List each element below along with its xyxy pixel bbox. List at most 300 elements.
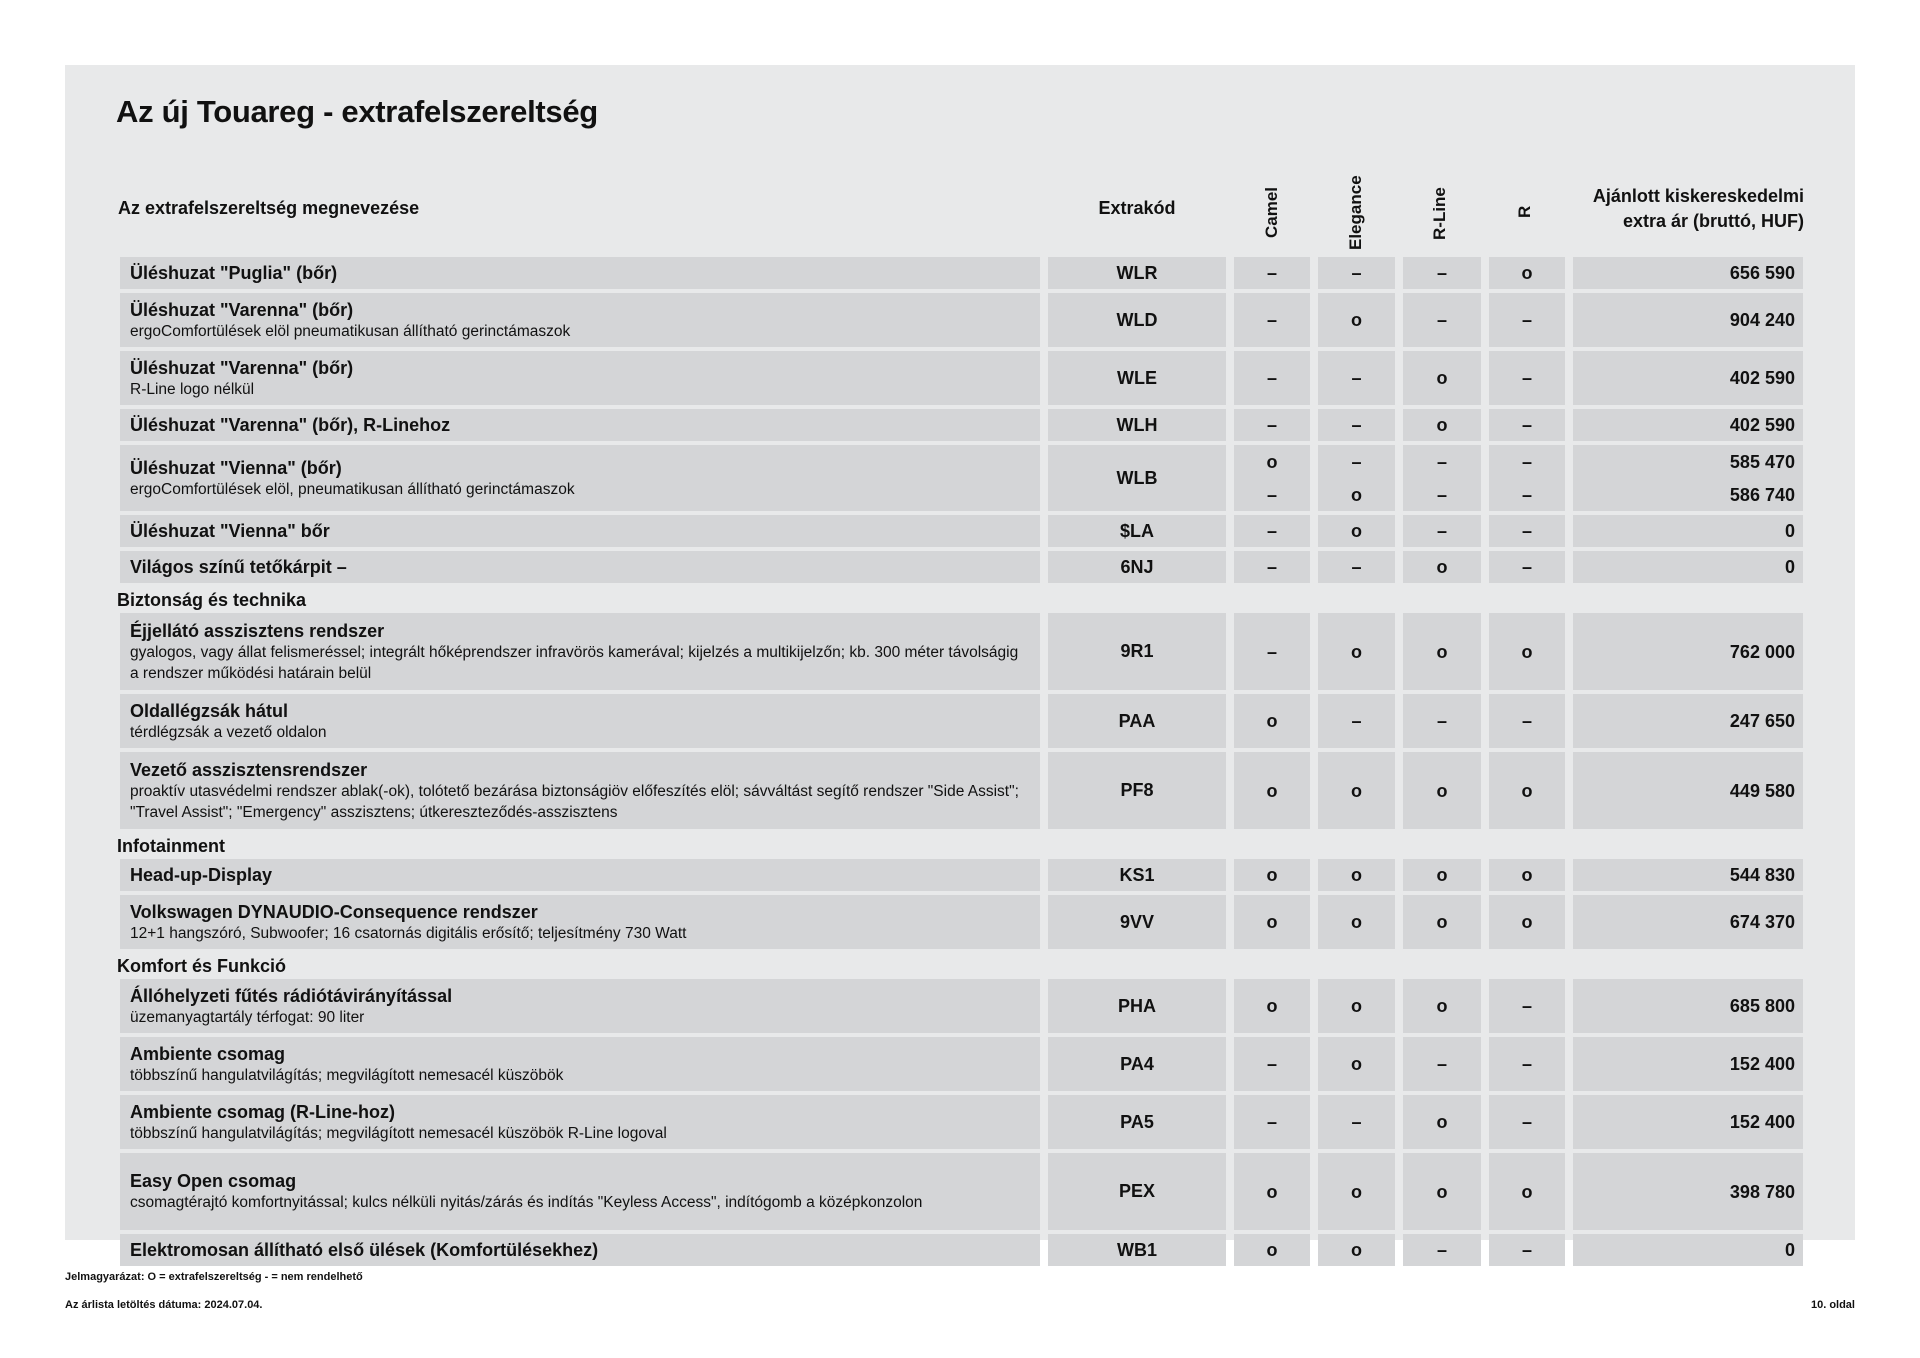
availability-list xyxy=(1351,551,1361,583)
availability-list xyxy=(1351,859,1362,891)
option-description: üzemanyagtartály térfogat: 90 liter xyxy=(130,1008,365,1026)
option-description: többszínű hangulatvilágítás; megvilágított nemesacél küszöbök xyxy=(130,1066,564,1084)
price-cell xyxy=(1573,445,1803,511)
availability-mark: – xyxy=(1521,415,1532,435)
availability-rline xyxy=(1403,445,1481,511)
option-code-cell xyxy=(1048,1037,1226,1091)
availability-camel xyxy=(1234,409,1310,441)
price-value: 904 240 xyxy=(1729,310,1795,330)
availability-r xyxy=(1489,1095,1565,1149)
option-name-cell xyxy=(120,351,1040,405)
availability-mark: – xyxy=(1436,263,1447,283)
availability-r xyxy=(1489,613,1565,690)
availability-mark: – xyxy=(1436,484,1447,505)
section-heading: Komfort és Funkció xyxy=(117,956,287,976)
price-value: 586 740 xyxy=(1729,484,1795,505)
price-cell xyxy=(1573,515,1803,547)
availability-list xyxy=(1267,859,1278,891)
availability-mark: – xyxy=(1266,368,1277,388)
availability-list xyxy=(1437,515,1447,547)
availability-mark: o xyxy=(1351,865,1362,885)
availability-rline xyxy=(1403,257,1481,289)
price-cell xyxy=(1573,293,1803,347)
availability-list xyxy=(1267,694,1278,748)
availability-elegance xyxy=(1318,257,1395,289)
availability-mark: o xyxy=(1266,451,1278,472)
availability-rline xyxy=(1403,1037,1481,1091)
header-code: Extrakód xyxy=(1098,198,1176,218)
availability-list xyxy=(1437,1234,1447,1266)
option-name-cell xyxy=(120,895,1040,949)
availability-list xyxy=(1522,1234,1532,1266)
availability-r xyxy=(1489,1037,1565,1091)
availability-elegance xyxy=(1318,551,1395,583)
price-value: 449 580 xyxy=(1729,780,1795,801)
availability-mark: – xyxy=(1521,310,1532,330)
availability-mark: o xyxy=(1351,1240,1362,1260)
availability-list xyxy=(1267,895,1278,949)
availability-list xyxy=(1522,293,1532,347)
option-name-cell xyxy=(120,1037,1040,1091)
availability-mark: – xyxy=(1351,451,1362,472)
availability-r xyxy=(1489,895,1565,949)
price-value: 402 590 xyxy=(1729,415,1795,435)
availability-r xyxy=(1489,694,1565,748)
options-table xyxy=(117,257,1803,1266)
option-name-cell xyxy=(120,293,1040,347)
option-name: Üléshuzat "Vienna" (bőr) xyxy=(130,457,342,478)
availability-r xyxy=(1489,1153,1565,1230)
header-price xyxy=(1593,184,1804,234)
option-name: Üléshuzat "Varenna" (bőr), R-Linehoz xyxy=(130,415,451,435)
availability-mark: o xyxy=(1266,711,1278,731)
option-code: WLB xyxy=(1116,467,1158,488)
availability-rline xyxy=(1403,351,1481,405)
option-name: Vezető asszisztensrendszer xyxy=(130,759,368,780)
availability-list xyxy=(1437,293,1447,347)
availability-r xyxy=(1489,859,1565,891)
option-name-cell xyxy=(120,409,1040,441)
price-cell xyxy=(1573,979,1803,1033)
availability-list xyxy=(1351,694,1361,748)
availability-rline xyxy=(1403,752,1481,829)
availability-r xyxy=(1489,351,1565,405)
availability-r xyxy=(1489,409,1565,441)
availability-mark: o xyxy=(1521,865,1533,885)
price-list xyxy=(1785,515,1795,547)
availability-r xyxy=(1489,1234,1565,1266)
availability-rline xyxy=(1403,613,1481,690)
section-heading: Infotainment xyxy=(117,836,225,856)
price-value: 0 xyxy=(1784,521,1795,541)
availability-list xyxy=(1522,351,1532,405)
availability-list xyxy=(1437,1037,1447,1091)
availability-list xyxy=(1267,445,1278,511)
availability-camel xyxy=(1234,257,1310,289)
availability-elegance xyxy=(1318,1153,1395,1230)
availability-r xyxy=(1489,293,1565,347)
availability-mark: o xyxy=(1351,1181,1362,1202)
price-cell xyxy=(1573,1234,1803,1266)
option-name-cell xyxy=(120,752,1040,829)
availability-mark: – xyxy=(1436,451,1447,472)
availability-elegance xyxy=(1318,409,1395,441)
option-name: Ambiente csomag xyxy=(130,1043,286,1064)
availability-mark: o xyxy=(1521,780,1533,801)
table-row xyxy=(120,613,1803,690)
price-cell xyxy=(1573,409,1803,441)
availability-mark: – xyxy=(1521,1240,1532,1260)
availability-list xyxy=(1522,694,1532,748)
price-cell xyxy=(1573,1037,1803,1091)
price-list xyxy=(1730,752,1795,829)
availability-mark: o xyxy=(1521,1181,1533,1202)
price-value: 0 xyxy=(1784,557,1795,577)
availability-elegance xyxy=(1318,859,1395,891)
availability-list xyxy=(1437,1153,1448,1230)
availability-mark: o xyxy=(1436,780,1448,801)
option-description: többszínű hangulatvilágítás; megvilágított nemesacél küszöbök R-Line logoval xyxy=(130,1124,667,1142)
price-list xyxy=(1730,694,1795,748)
option-description: csomagtérajtó komfortnyitással; kulcs nélküli nyitás/zárás és indítás "Keyless Access", indítógomb a középkonzolon xyxy=(130,1194,923,1211)
option-name-cell xyxy=(120,551,1040,583)
availability-camel xyxy=(1234,293,1310,347)
price-cell xyxy=(1573,1153,1803,1230)
price-value: 544 830 xyxy=(1729,865,1795,885)
availability-list xyxy=(1522,1153,1533,1230)
price-value: 398 780 xyxy=(1729,1181,1795,1202)
option-name-cell xyxy=(120,859,1040,891)
price-value: 152 400 xyxy=(1729,1054,1795,1074)
price-value: 402 590 xyxy=(1729,368,1795,388)
option-code-cell xyxy=(1048,1234,1226,1266)
availability-camel xyxy=(1234,445,1310,511)
availability-elegance xyxy=(1318,613,1395,690)
availability-mark: – xyxy=(1436,1240,1447,1260)
availability-mark: – xyxy=(1351,415,1362,435)
availability-list xyxy=(1437,445,1447,511)
price-list xyxy=(1785,1234,1795,1266)
option-name-cell xyxy=(120,613,1040,690)
availability-mark: – xyxy=(1351,368,1362,388)
option-code: 9VV xyxy=(1119,911,1155,932)
price-list xyxy=(1730,409,1795,441)
availability-list xyxy=(1267,293,1277,347)
availability-mark: – xyxy=(1351,557,1362,577)
availability-elegance xyxy=(1318,351,1395,405)
option-code: 6NJ xyxy=(1120,556,1154,577)
option-name: Oldallégzsák hátul xyxy=(130,700,289,721)
table-row xyxy=(120,694,1803,748)
option-code-cell xyxy=(1048,694,1226,748)
availability-elegance xyxy=(1318,979,1395,1033)
page-number: 10. oldal xyxy=(1810,1299,1855,1311)
option-code: PAA xyxy=(1118,710,1156,731)
availability-list xyxy=(1351,409,1361,441)
table-row xyxy=(120,979,1803,1033)
option-name-cell xyxy=(120,694,1040,748)
availability-mark: – xyxy=(1266,310,1277,330)
option-code-cell xyxy=(1048,613,1226,690)
table-row xyxy=(120,257,1803,289)
availability-list xyxy=(1522,752,1533,829)
availability-list xyxy=(1351,445,1362,511)
availability-elegance xyxy=(1318,895,1395,949)
table-row xyxy=(120,551,1803,583)
availability-list xyxy=(1351,613,1362,690)
availability-list xyxy=(1267,1037,1277,1091)
price-list xyxy=(1730,1153,1795,1230)
price-cell xyxy=(1573,859,1803,891)
price-value: 152 400 xyxy=(1729,1112,1795,1132)
availability-list xyxy=(1437,351,1448,405)
availability-mark: o xyxy=(1436,912,1448,932)
availability-list xyxy=(1522,257,1533,289)
availability-list xyxy=(1351,1234,1362,1266)
option-name-cell xyxy=(120,515,1040,547)
price-cell xyxy=(1573,613,1803,690)
availability-r xyxy=(1489,257,1565,289)
availability-list xyxy=(1351,752,1362,829)
availability-camel xyxy=(1234,1234,1310,1266)
option-name-cell xyxy=(120,257,1040,289)
availability-camel xyxy=(1234,979,1310,1033)
option-name: Üléshuzat "Varenna" (bőr) xyxy=(130,357,354,378)
availability-mark: o xyxy=(1351,641,1362,662)
price-cell xyxy=(1573,551,1803,583)
availability-mark: – xyxy=(1521,1054,1532,1074)
table-row xyxy=(120,515,1803,547)
option-name: Ambiente csomag (R-Line-hoz) xyxy=(130,1101,396,1122)
option-name: Üléshuzat "Vienna" bőr xyxy=(130,521,330,541)
availability-list xyxy=(1351,1153,1362,1230)
table-row xyxy=(120,1234,1803,1266)
availability-list xyxy=(1351,895,1362,949)
availability-elegance xyxy=(1318,515,1395,547)
price-list xyxy=(1730,257,1795,289)
availability-mark: o xyxy=(1266,996,1278,1016)
availability-list xyxy=(1267,1095,1277,1149)
availability-list xyxy=(1351,979,1362,1033)
option-code: WLH xyxy=(1116,414,1158,435)
option-code-cell xyxy=(1048,257,1226,289)
price-cell xyxy=(1573,694,1803,748)
availability-camel xyxy=(1234,351,1310,405)
availability-elegance xyxy=(1318,752,1395,829)
availability-rline xyxy=(1403,694,1481,748)
option-description: R-Line logo nélkül xyxy=(130,380,255,398)
availability-r xyxy=(1489,445,1565,511)
availability-rline xyxy=(1403,1234,1481,1266)
availability-r xyxy=(1489,515,1565,547)
option-code: WLR xyxy=(1116,262,1158,283)
table-row xyxy=(120,752,1803,829)
availability-mark: – xyxy=(1266,484,1277,505)
availability-mark: – xyxy=(1266,263,1277,283)
availability-list xyxy=(1267,409,1277,441)
availability-list xyxy=(1267,351,1277,405)
price-value: 656 590 xyxy=(1729,263,1795,283)
option-description: térdlégzsák a vezető oldalon xyxy=(130,723,327,741)
option-code: WLD xyxy=(1116,309,1158,330)
availability-mark: – xyxy=(1351,711,1362,731)
availability-mark: o xyxy=(1266,912,1278,932)
option-name: Üléshuzat "Puglia" (bőr) xyxy=(130,263,338,283)
availability-mark: o xyxy=(1521,263,1533,283)
price-value: 585 470 xyxy=(1729,451,1795,472)
option-description: gyalogos, vagy állat felismeréssel; integrált hőképrendszer infravörös kamerával; kijelzés a multikijelzőn; kb. 300 méter távolságig a rendszer működési határain belül xyxy=(130,643,1019,682)
availability-list xyxy=(1522,1037,1532,1091)
availability-elegance xyxy=(1318,445,1395,511)
table-row xyxy=(120,351,1803,405)
availability-camel xyxy=(1234,859,1310,891)
availability-list xyxy=(1437,859,1448,891)
price-cell xyxy=(1573,351,1803,405)
availability-list xyxy=(1522,409,1532,441)
header-price-line1: Ajánlott kiskereskedelmi xyxy=(1592,186,1804,206)
availability-list xyxy=(1522,515,1532,547)
price-value: 762 000 xyxy=(1729,641,1795,662)
availability-list xyxy=(1437,409,1448,441)
availability-mark: – xyxy=(1521,557,1532,577)
availability-mark: – xyxy=(1436,310,1447,330)
availability-rline xyxy=(1403,895,1481,949)
availability-rline xyxy=(1403,515,1481,547)
price-list xyxy=(1730,351,1795,405)
table-row xyxy=(120,859,1803,891)
availability-rline xyxy=(1403,1095,1481,1149)
table-row xyxy=(120,1153,1803,1230)
availability-list xyxy=(1437,551,1448,583)
legend: Jelmagyarázat: O = extrafelszereltség - = nem rendelhető xyxy=(65,1271,363,1283)
availability-list xyxy=(1267,551,1277,583)
option-code: PEX xyxy=(1118,1181,1156,1201)
availability-mark: o xyxy=(1266,1240,1278,1260)
option-name-cell xyxy=(120,1234,1040,1266)
price-value: 674 370 xyxy=(1729,912,1795,932)
availability-list xyxy=(1437,694,1447,748)
availability-camel xyxy=(1234,1037,1310,1091)
price-list xyxy=(1730,859,1795,891)
availability-list xyxy=(1267,1234,1278,1266)
price-list xyxy=(1730,293,1795,347)
availability-rline xyxy=(1403,979,1481,1033)
price-value: 685 800 xyxy=(1729,996,1795,1016)
availability-mark: – xyxy=(1521,1112,1532,1132)
option-description: ergoComfortülések elöl, pneumatikusan állítható gerinctámaszok xyxy=(130,480,575,498)
option-name-cell xyxy=(120,1095,1040,1149)
option-description: 12+1 hangszóró, Subwoofer; 16 csatornás digitális erősítő; teljesítmény 730 Watt xyxy=(130,924,687,942)
option-code-cell xyxy=(1048,752,1226,829)
availability-list xyxy=(1351,293,1362,347)
availability-mark: o xyxy=(1351,484,1362,505)
availability-mark: – xyxy=(1521,711,1532,731)
availability-elegance xyxy=(1318,1234,1395,1266)
table-row xyxy=(120,409,1803,441)
option-name-cell xyxy=(120,1153,1040,1230)
availability-mark: o xyxy=(1436,1112,1448,1132)
option-code: $LA xyxy=(1119,520,1154,541)
option-name: Head-up-Display xyxy=(130,865,273,885)
availability-mark: – xyxy=(1436,711,1447,731)
page-title: Az új Touareg - extrafelszereltség xyxy=(116,94,598,129)
table-row xyxy=(120,1095,1803,1149)
availability-list xyxy=(1522,551,1532,583)
option-name: Világos színű tetőkárpit – xyxy=(130,557,347,577)
availability-mark: – xyxy=(1521,368,1532,388)
availability-list xyxy=(1522,979,1532,1033)
availability-list xyxy=(1437,752,1448,829)
availability-r xyxy=(1489,752,1565,829)
availability-mark: – xyxy=(1266,521,1277,541)
option-code: PA5 xyxy=(1120,1111,1154,1132)
availability-mark: – xyxy=(1436,521,1447,541)
header-trim-rline: R-Line xyxy=(1430,187,1449,240)
availability-list xyxy=(1522,613,1533,690)
table-row xyxy=(120,293,1803,347)
option-code-cell xyxy=(1048,293,1226,347)
option-code-cell xyxy=(1048,1095,1226,1149)
availability-mark: – xyxy=(1521,484,1532,505)
option-code: 9R1 xyxy=(1120,641,1154,661)
availability-list xyxy=(1267,515,1277,547)
availability-list xyxy=(1437,1095,1448,1149)
availability-mark: o xyxy=(1351,780,1362,801)
availability-list xyxy=(1267,979,1278,1033)
price-cell xyxy=(1573,895,1803,949)
availability-mark: o xyxy=(1351,310,1362,330)
availability-mark: – xyxy=(1266,557,1277,577)
option-code-cell xyxy=(1048,445,1226,511)
availability-list xyxy=(1351,257,1361,289)
availability-list xyxy=(1267,257,1277,289)
availability-list xyxy=(1522,1095,1532,1149)
availability-list xyxy=(1267,752,1278,829)
availability-camel xyxy=(1234,694,1310,748)
availability-mark: o xyxy=(1436,641,1448,662)
availability-list xyxy=(1437,613,1448,690)
availability-list xyxy=(1267,613,1277,690)
price-list xyxy=(1730,445,1795,511)
availability-mark: o xyxy=(1266,780,1278,801)
availability-list xyxy=(1351,1095,1361,1149)
price-list xyxy=(1730,895,1795,949)
availability-mark: o xyxy=(1521,912,1533,932)
availability-elegance xyxy=(1318,694,1395,748)
option-name-cell xyxy=(120,979,1040,1033)
option-code-cell xyxy=(1048,409,1226,441)
availability-mark: – xyxy=(1351,263,1362,283)
price-value: 0 xyxy=(1784,1240,1795,1260)
option-name: Volkswagen DYNAUDIO-Consequence rendszer xyxy=(130,901,538,922)
option-code: PA4 xyxy=(1120,1053,1154,1074)
option-code-cell xyxy=(1048,895,1226,949)
price-cell xyxy=(1573,752,1803,829)
availability-rline xyxy=(1403,1153,1481,1230)
availability-camel xyxy=(1234,895,1310,949)
availability-r xyxy=(1489,979,1565,1033)
availability-camel xyxy=(1234,752,1310,829)
availability-camel xyxy=(1234,1153,1310,1230)
option-code-cell xyxy=(1048,351,1226,405)
option-name: Easy Open csomag xyxy=(130,1171,297,1191)
availability-rline xyxy=(1403,409,1481,441)
availability-mark: o xyxy=(1521,641,1533,662)
availability-list xyxy=(1267,1153,1278,1230)
option-code: WB1 xyxy=(1117,1239,1157,1260)
availability-rline xyxy=(1403,859,1481,891)
option-description: proaktív utasvédelmi rendszer ablak(-ok), tolótető bezárása biztonságiöv előfeszítés elöl; sávváltást segítő rendszer "Side Assist"; "Travel Assist"; "Emergency" asszisztens; útkereszteződés-asszisztens xyxy=(130,782,1019,821)
